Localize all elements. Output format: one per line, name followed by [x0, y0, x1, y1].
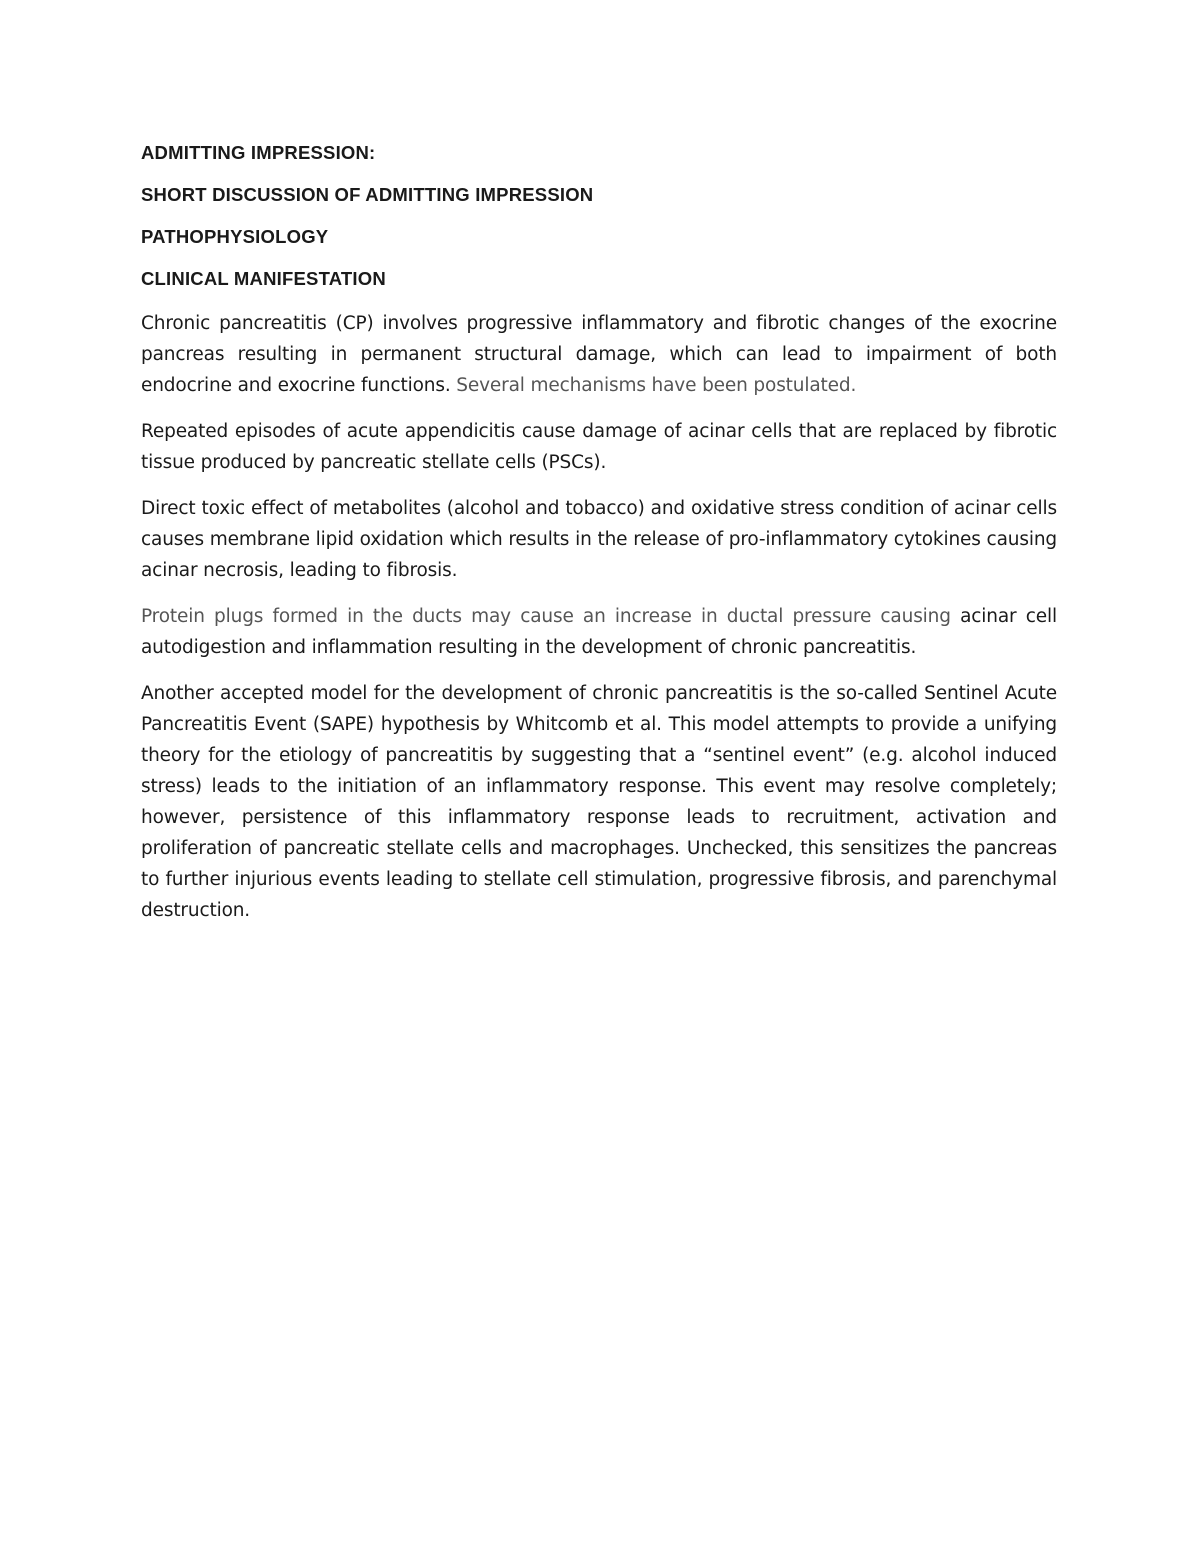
paragraph-text: acinar cell autodigestion and inflammation resulting in the development of chronic pancreatitis. [141, 606, 1057, 658]
heading-clinical-manifestation: CLINICAL MANIFESTATION [141, 268, 386, 289]
paragraph-text: Chronic pancreatitis (CP) involves progressive inflammatory and fibrotic changes of the exocrine pancreas resulting in permanent structural damage, which can lead to impairment of both endocrine and exocrine functions. [141, 313, 1057, 396]
heading-short-discussion: SHORT DISCUSSION OF ADMITTING IMPRESSION [141, 184, 594, 205]
paragraph-chronic-pancreatitis [141, 308, 1057, 401]
paragraph-direct-toxic-effect: Direct toxic effect of metabolites (alcohol and tobacco) and oxidative stress condition of acinar cells causes membrane lipid oxidation which results in the release of pro-inflammatory cytokines causing acinar necrosis, leading to fibrosis. [141, 498, 1057, 581]
paragraph-repeated-episodes: Repeated episodes of acute appendicitis cause damage of acinar cells that are replaced by fibrotic tissue produced by pancreatic stellate cells (PSCs). [141, 421, 1057, 473]
heading-pathophysiology: PATHOPHYSIOLOGY [141, 226, 329, 247]
paragraph-text-muted: Several mechanisms have been postulated. [450, 375, 857, 396]
paragraph-protein-plugs [141, 601, 1057, 663]
document-page [141, 140, 1057, 941]
paragraph-text-muted: Protein plugs formed in the ducts may cause an increase in ductal pressure causing [141, 606, 951, 627]
paragraph-sape-hypothesis: Another accepted model for the development of chronic pancreatitis is the so-called Sentinel Acute Pancreatitis Event (SAPE) hypothesis by Whitcomb et al. This model attempts to provide a unifying theory for the etiology of pancreatitis by suggesting that a “sentinel event” (e.g. alcohol induced stress) leads to the initiation of an inflammatory response. This event may resolve completely; however, persistence of this inflammatory response leads to recruitment, activation and proliferation of pancreatic stellate cells and macrophages. Unchecked, this sensitizes the pancreas to further injurious events leading to stellate cell stimulation, progressive fibrosis, and parenchymal destruction. [141, 683, 1057, 921]
heading-admitting-impression: ADMITTING IMPRESSION: [141, 142, 376, 163]
